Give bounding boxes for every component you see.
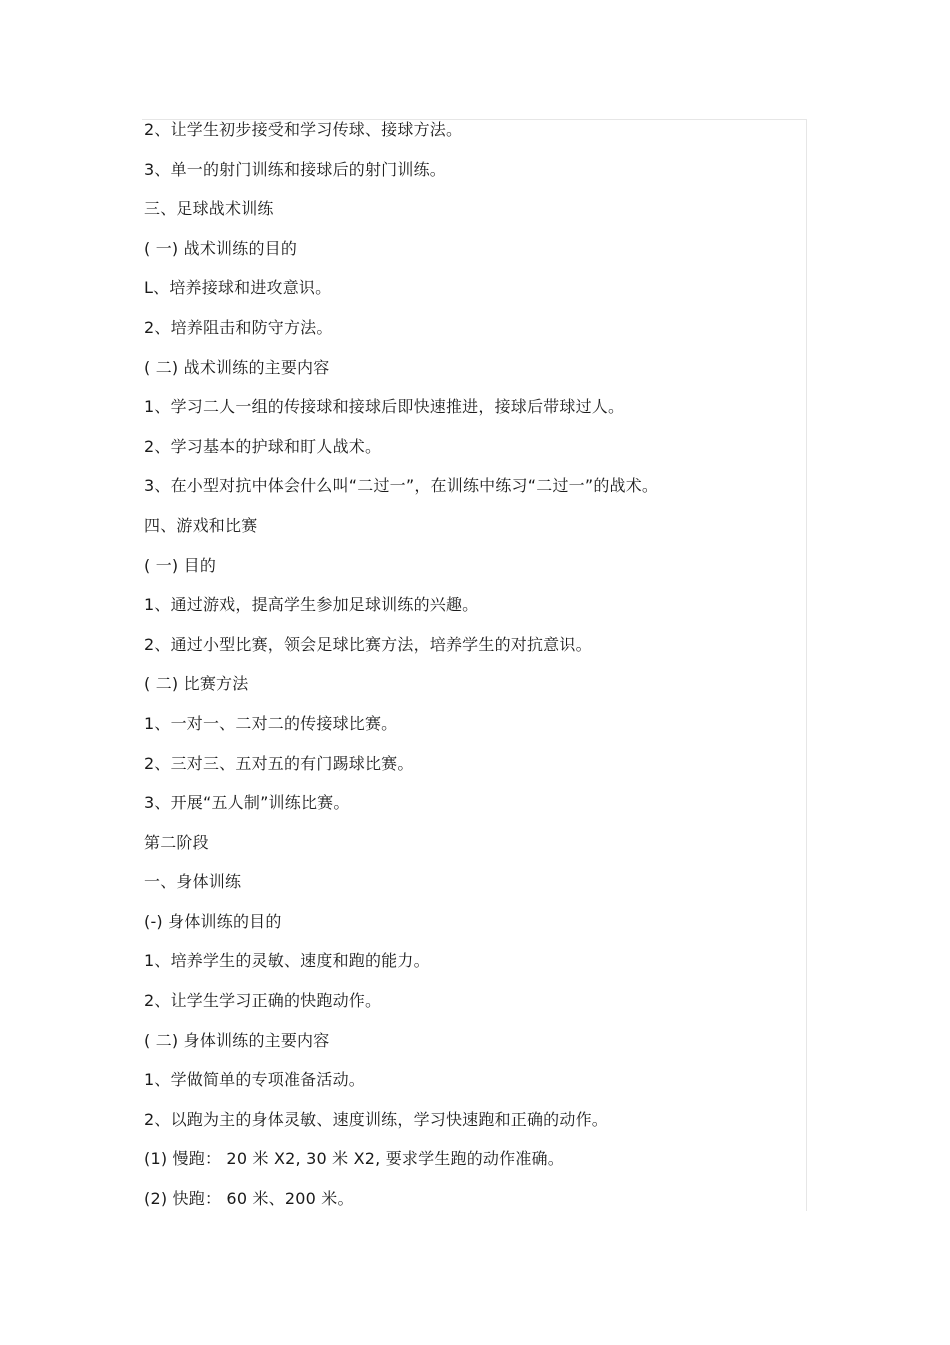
text-line: L、培养接球和进攻意识。 — [144, 278, 332, 298]
section-heading: 三、足球战术训练 — [144, 199, 274, 219]
subsection-heading: (-) 身体训练的目的 — [144, 911, 282, 931]
text-line: 1、通过游戏，提高学生参加足球训练的兴趣。 — [144, 595, 479, 615]
text-line: 2、学习基本的护球和盯人战术。 — [144, 436, 382, 456]
text-line: 2、让学生学习正确的快跑动作。 — [144, 991, 382, 1011]
text-line: 2、让学生初步接受和学习传球、接球方法。 — [144, 120, 463, 139]
stage-heading: 第二阶段 — [144, 832, 209, 852]
subsection-heading: ( 二) 比赛方法 — [144, 674, 249, 694]
subsection-heading: ( 一) 战术训练的目的 — [144, 238, 298, 258]
section-heading: 一、身体训练 — [144, 872, 242, 892]
text-line: 3、在小型对抗中体会什么叫“二过一”，在训练中练习“二过一”的战术。 — [144, 476, 659, 496]
document-body — [144, 115, 804, 1224]
subsection-heading: ( 二) 身体训练的主要内容 — [144, 1030, 330, 1050]
text-line: 3、单一的射门训练和接球后的射门训练。 — [144, 159, 446, 179]
text-line: 1、一对一、二对二的传接球比赛。 — [144, 713, 398, 733]
text-line: 2、以跑为主的身体灵敏、速度训练，学习快速跑和正确的动作。 — [144, 1109, 608, 1129]
text-line: 1、学习二人一组的传接球和接球后即快速推进，接球后带球过人。 — [144, 397, 625, 417]
text-line: (1) 慢跑： 20 米 X2, 30 米 X2, 要求学生跑的动作准确。 — [144, 1149, 564, 1169]
section-heading: 四、游戏和比赛 — [144, 515, 258, 535]
text-line: 1、学做简单的专项准备活动。 — [144, 1070, 365, 1090]
text-line: (2) 快跑： 60 米、200 米。 — [144, 1189, 354, 1209]
text-line: 2、三对三、五对五的有门踢球比赛。 — [144, 753, 414, 773]
subsection-heading: ( 二) 战术训练的主要内容 — [144, 357, 330, 377]
subsection-heading: ( 一) 目的 — [144, 555, 217, 575]
text-line: 1、培养学生的灵敏、速度和跑的能力。 — [144, 951, 430, 971]
text-line: 2、通过小型比赛，领会足球比赛方法，培养学生的对抗意识。 — [144, 634, 592, 654]
text-line: 2、培养阻击和防守方法。 — [144, 317, 333, 337]
text-line: 3、开展“五人制”训练比赛。 — [144, 793, 350, 813]
